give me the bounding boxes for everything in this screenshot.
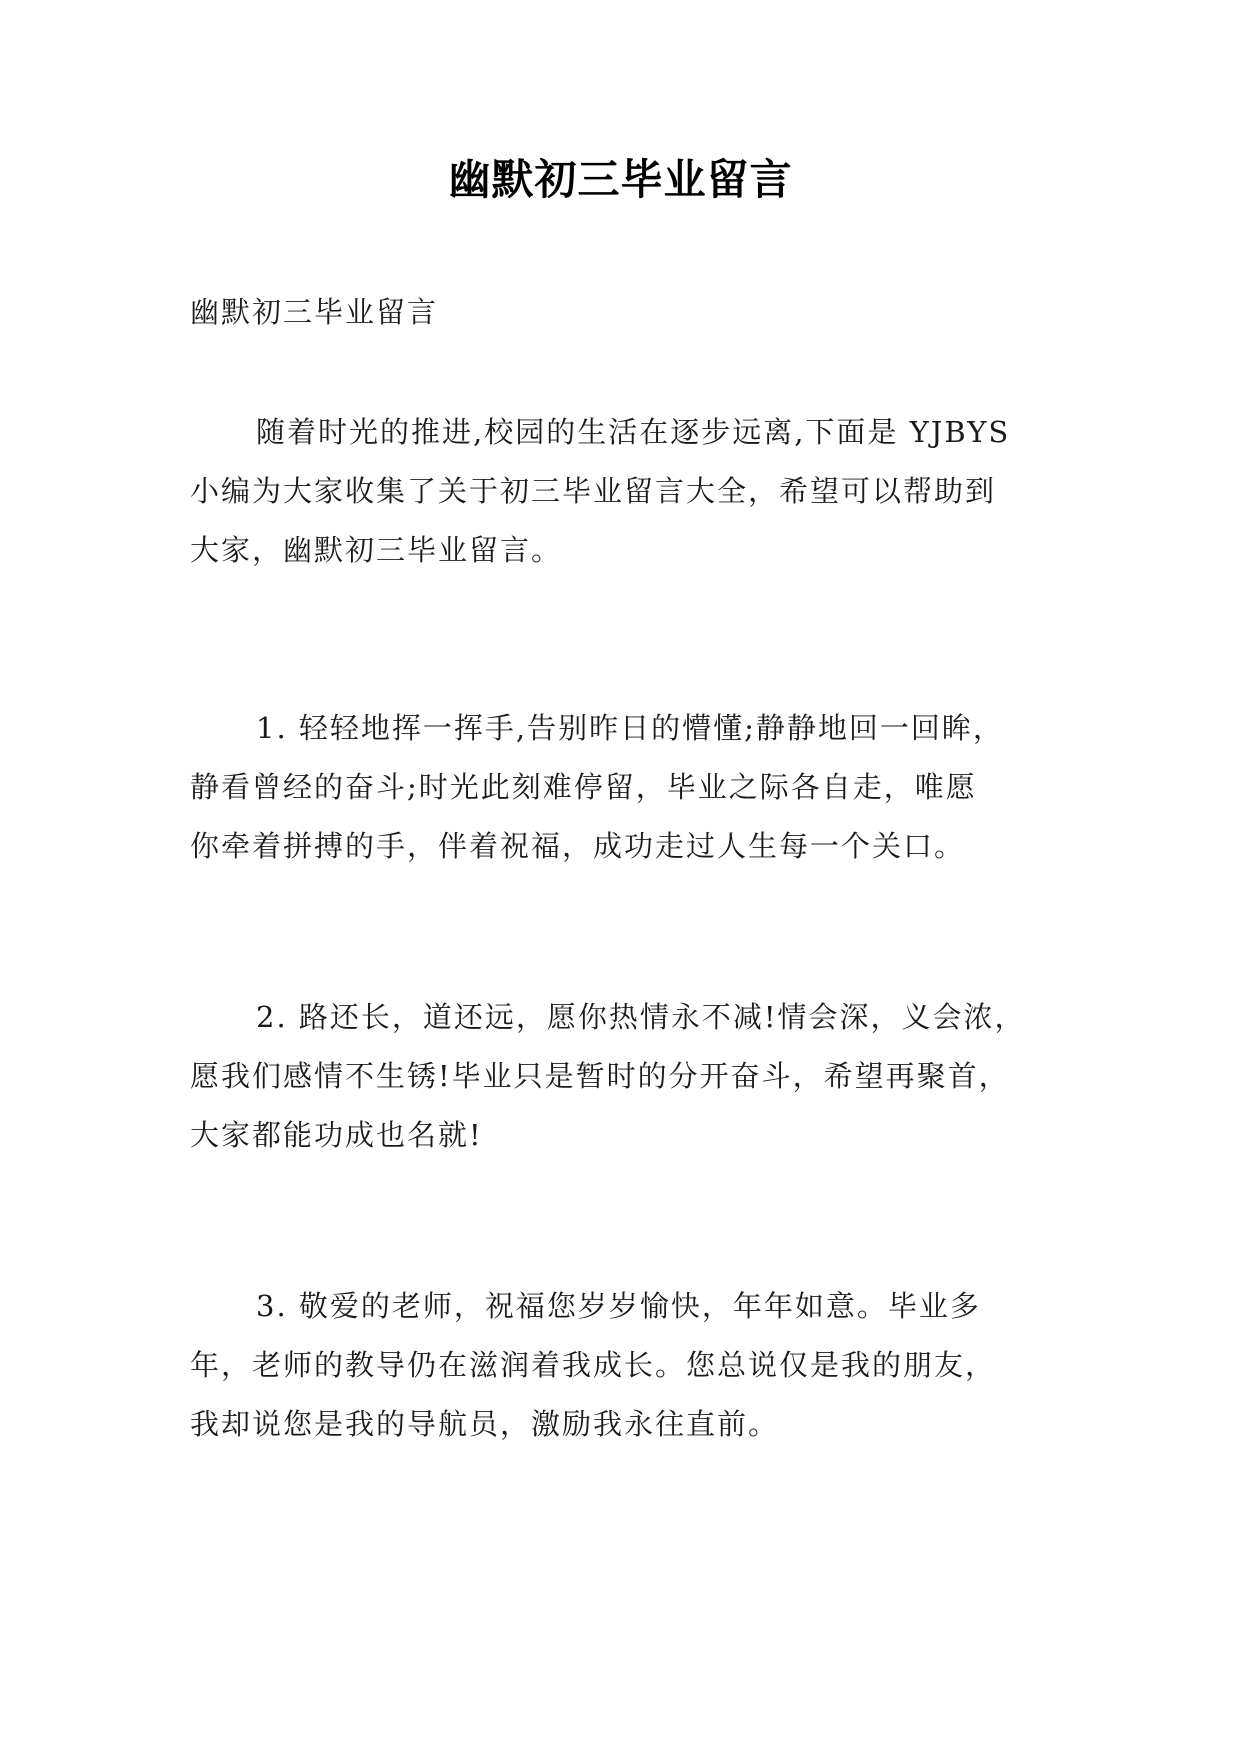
paragraph-line: 小编为大家收集了关于初三毕业留言大全，希望可以帮助到 <box>190 474 997 508</box>
message-paragraph-1 <box>190 699 1070 876</box>
paragraph-line: 我却说您是我的导航员，激励我永往直前。 <box>190 1407 780 1441</box>
paragraph-line: 年，老师的教导仍在滋润着我成长。您总说仅是我的朋友， <box>190 1348 997 1382</box>
paragraph-line: 愿我们感情不生锈!毕业只是暂时的分开奋斗，希望再聚首， <box>190 1059 1010 1093</box>
paragraph-line: 大家都能功成也名就! <box>190 1118 483 1152</box>
paragraph-line: 你牵着拼搏的手，伴着祝福，成功走过人生每一个关口。 <box>190 829 966 863</box>
paragraph-line: 1. 轻轻地挥一挥手,告别昨日的懵懂;静静地回一回眸， <box>256 711 1004 745</box>
paragraph-line: 静看曾经的奋斗;时光此刻难停留，毕业之际各自走，唯愿 <box>190 770 977 804</box>
paragraph-line: 3. 敬爱的老师，祝福您岁岁愉快，年年如意。毕业多 <box>256 1289 981 1323</box>
page-title: 幽默初三毕业留言 <box>448 155 793 204</box>
paragraph-line: 2. 路还长，道还远，愿你热情永不减!情会深，义会浓， <box>256 1000 1026 1034</box>
message-paragraph-3 <box>190 1277 1070 1454</box>
paragraph-line: 随着时光的推进,校园的生活在逐步远离,下面是 YJBYS <box>256 415 1011 449</box>
message-paragraph-2 <box>190 988 1070 1165</box>
intro-paragraph <box>190 403 1070 580</box>
document-subtitle: 幽默初三毕业留言 <box>190 295 439 329</box>
paragraph-line: 大家，幽默初三毕业留言。 <box>190 533 563 567</box>
